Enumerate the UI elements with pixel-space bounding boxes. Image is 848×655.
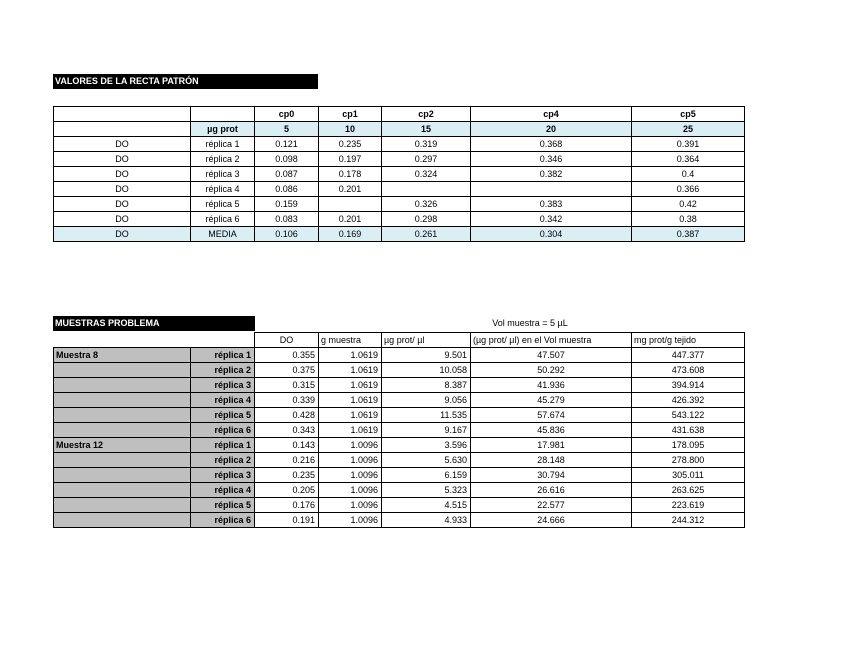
table-cell: 0.315: [255, 378, 319, 393]
table-cell: 0.201: [319, 212, 382, 227]
column-header: mg prot/g tejido: [632, 333, 745, 348]
replica-label: réplica 1: [191, 348, 255, 363]
replica-label: réplica 4: [191, 182, 255, 197]
table-cell: 394.914: [632, 378, 745, 393]
table-cell: 0.176: [255, 498, 319, 513]
table-cell: 0.298: [382, 212, 471, 227]
standard-curve-title: VALORES DE LA RECTA PATRÓN: [53, 74, 318, 89]
sample-name: [54, 423, 191, 438]
table-cell: [471, 182, 632, 197]
table-cell: 0.42: [632, 197, 745, 212]
ug-value: 15: [382, 122, 471, 137]
empty-cell: [54, 333, 191, 348]
mean-cell: 0.261: [382, 227, 471, 242]
table-cell: 9.501: [382, 348, 471, 363]
table-cell: 0.375: [255, 363, 319, 378]
table-row: [54, 453, 745, 468]
table-cell: 426.392: [632, 393, 745, 408]
ug-value: 10: [319, 122, 382, 137]
table-cell: 5.323: [382, 483, 471, 498]
table-row: [54, 167, 745, 182]
mean-cell: 0.169: [319, 227, 382, 242]
table-cell: 0.235: [319, 137, 382, 152]
replica-label: réplica 2: [191, 363, 255, 378]
samples-title: MUESTRAS PROBLEMA: [53, 316, 255, 331]
table-cell: 0.326: [382, 197, 471, 212]
table-cell: 1.0096: [319, 453, 382, 468]
table-cell: 0.087: [255, 167, 319, 182]
table-cell: 47.507: [471, 348, 632, 363]
table-row: [54, 137, 745, 152]
table-cell: 28.148: [471, 453, 632, 468]
table-cell: 50.292: [471, 363, 632, 378]
table-cell: 1.0096: [319, 438, 382, 453]
table-cell: 0.159: [255, 197, 319, 212]
table-cell: 1.0619: [319, 423, 382, 438]
table-cell: 0.391: [632, 137, 745, 152]
table-cell: 1.0096: [319, 468, 382, 483]
table-row: [54, 378, 745, 393]
sample-name: [54, 483, 191, 498]
table-cell: 0.201: [319, 182, 382, 197]
table-cell: 0.339: [255, 393, 319, 408]
table-cell: 41.936: [471, 378, 632, 393]
table-cell: 263.625: [632, 483, 745, 498]
replica-label: réplica 4: [191, 393, 255, 408]
table-row: [54, 423, 745, 438]
samples-table: [53, 332, 745, 528]
sample-name: [54, 393, 191, 408]
table-cell: 1.0619: [319, 378, 382, 393]
table-cell: 0.4: [632, 167, 745, 182]
table-cell: 4.933: [382, 513, 471, 528]
sample-name: [54, 513, 191, 528]
sample-name: [54, 453, 191, 468]
row-label: DO: [54, 197, 191, 212]
ug-value: 25: [632, 122, 745, 137]
replica-label: réplica 6: [191, 423, 255, 438]
table-cell: 305.011: [632, 468, 745, 483]
table-cell: 178.095: [632, 438, 745, 453]
sample-name: [54, 468, 191, 483]
column-header: (µg prot/ µl) en el Vol muestra: [471, 333, 632, 348]
column-header: DO: [255, 333, 319, 348]
table-cell: 5.630: [382, 453, 471, 468]
table-cell: 3.596: [382, 438, 471, 453]
row-label: DO: [54, 182, 191, 197]
table-cell: 1.0619: [319, 348, 382, 363]
table-cell: 223.619: [632, 498, 745, 513]
table-cell: 0.368: [471, 137, 632, 152]
sample-name: [54, 378, 191, 393]
table-cell: 0.297: [382, 152, 471, 167]
column-header: cp5: [632, 107, 745, 122]
table-cell: 11.535: [382, 408, 471, 423]
table-cell: 1.0619: [319, 363, 382, 378]
table-cell: 30.794: [471, 468, 632, 483]
replica-label: réplica 2: [191, 453, 255, 468]
table-cell: 45.836: [471, 423, 632, 438]
sample-name: [54, 498, 191, 513]
table-cell: 431.638: [632, 423, 745, 438]
sample-name: Muestra 8: [54, 348, 191, 363]
table-cell: [382, 182, 471, 197]
replica-label: réplica 5: [191, 498, 255, 513]
sample-name: [54, 363, 191, 378]
table-cell: 22.577: [471, 498, 632, 513]
column-header: cp1: [319, 107, 382, 122]
table-cell: 0.086: [255, 182, 319, 197]
table-cell: 0.346: [471, 152, 632, 167]
replica-label: réplica 4: [191, 483, 255, 498]
standard-curve-table: [53, 106, 745, 242]
table-row: [54, 197, 745, 212]
sample-name: Muestra 12: [54, 438, 191, 453]
table-row: [54, 182, 745, 197]
table-cell: 0.143: [255, 438, 319, 453]
table-cell: 0.178: [319, 167, 382, 182]
table-cell: 543.122: [632, 408, 745, 423]
header-row: [54, 107, 745, 122]
table-cell: 0.383: [471, 197, 632, 212]
table-cell: 0.191: [255, 513, 319, 528]
table-row: [54, 468, 745, 483]
table-cell: 10.058: [382, 363, 471, 378]
row-label: DO: [54, 167, 191, 182]
replica-label: réplica 3: [191, 468, 255, 483]
table-cell: [319, 197, 382, 212]
replica-label: réplica 5: [191, 197, 255, 212]
table-row: [54, 513, 745, 528]
table-row: [54, 363, 745, 378]
ug-label: µg prot: [191, 122, 255, 137]
vol-muestra-label: Vol muestra = 5 µL: [492, 318, 568, 328]
mean-row: [54, 227, 745, 242]
table-cell: 9.056: [382, 393, 471, 408]
mean-label: MEDIA: [191, 227, 255, 242]
mean-cell: 0.106: [255, 227, 319, 242]
header-row: [54, 333, 745, 348]
column-header: cp4: [471, 107, 632, 122]
replica-label: réplica 1: [191, 438, 255, 453]
table-cell: 0.121: [255, 137, 319, 152]
table-cell: 0.197: [319, 152, 382, 167]
table-cell: 0.342: [471, 212, 632, 227]
table-cell: 1.0619: [319, 408, 382, 423]
table-cell: 17.981: [471, 438, 632, 453]
table-cell: 57.674: [471, 408, 632, 423]
table-row: [54, 152, 745, 167]
row-label: DO: [54, 227, 191, 242]
empty-cell: [54, 107, 191, 122]
table-cell: 0.235: [255, 468, 319, 483]
empty-cell: [191, 107, 255, 122]
table-cell: 9.167: [382, 423, 471, 438]
sample-name: [54, 408, 191, 423]
replica-label: réplica 1: [191, 137, 255, 152]
table-cell: 0.428: [255, 408, 319, 423]
table-cell: 0.324: [382, 167, 471, 182]
table-cell: 473.608: [632, 363, 745, 378]
column-header: µg prot/ µl: [382, 333, 471, 348]
empty-cell: [191, 333, 255, 348]
table-row: [54, 483, 745, 498]
table-cell: 0.319: [382, 137, 471, 152]
table-cell: 4.515: [382, 498, 471, 513]
row-label: DO: [54, 152, 191, 167]
table-cell: 447.377: [632, 348, 745, 363]
replica-label: réplica 6: [191, 513, 255, 528]
column-header: g muestra: [319, 333, 382, 348]
replica-label: réplica 2: [191, 152, 255, 167]
table-cell: 0.366: [632, 182, 745, 197]
table-cell: 8.387: [382, 378, 471, 393]
table-cell: 0.083: [255, 212, 319, 227]
replica-label: réplica 6: [191, 212, 255, 227]
table-cell: 1.0096: [319, 513, 382, 528]
table-cell: 0.205: [255, 483, 319, 498]
column-header: cp0: [255, 107, 319, 122]
table-cell: 26.616: [471, 483, 632, 498]
replica-label: réplica 3: [191, 167, 255, 182]
replica-label: réplica 3: [191, 378, 255, 393]
ug-row: [54, 122, 745, 137]
table-cell: 0.098: [255, 152, 319, 167]
table-row: [54, 212, 745, 227]
mean-cell: 0.387: [632, 227, 745, 242]
table-row: [54, 408, 745, 423]
table-cell: 244.312: [632, 513, 745, 528]
table-cell: 278.800: [632, 453, 745, 468]
table-cell: 0.355: [255, 348, 319, 363]
table-row: [54, 498, 745, 513]
table-cell: 0.382: [471, 167, 632, 182]
table-cell: 24.666: [471, 513, 632, 528]
row-label: DO: [54, 137, 191, 152]
table-cell: 1.0096: [319, 498, 382, 513]
ug-value: 20: [471, 122, 632, 137]
table-cell: 0.343: [255, 423, 319, 438]
table-cell: 45.279: [471, 393, 632, 408]
table-cell: 0.216: [255, 453, 319, 468]
column-header: cp2: [382, 107, 471, 122]
empty-cell: [54, 122, 191, 137]
row-label: DO: [54, 212, 191, 227]
table-row: [54, 393, 745, 408]
table-cell: 0.38: [632, 212, 745, 227]
table-cell: 1.0096: [319, 483, 382, 498]
table-cell: 6.159: [382, 468, 471, 483]
table-row: [54, 438, 745, 453]
table-row: [54, 348, 745, 363]
table-cell: 0.364: [632, 152, 745, 167]
ug-value: 5: [255, 122, 319, 137]
table-cell: 1.0619: [319, 393, 382, 408]
replica-label: réplica 5: [191, 408, 255, 423]
mean-cell: 0.304: [471, 227, 632, 242]
